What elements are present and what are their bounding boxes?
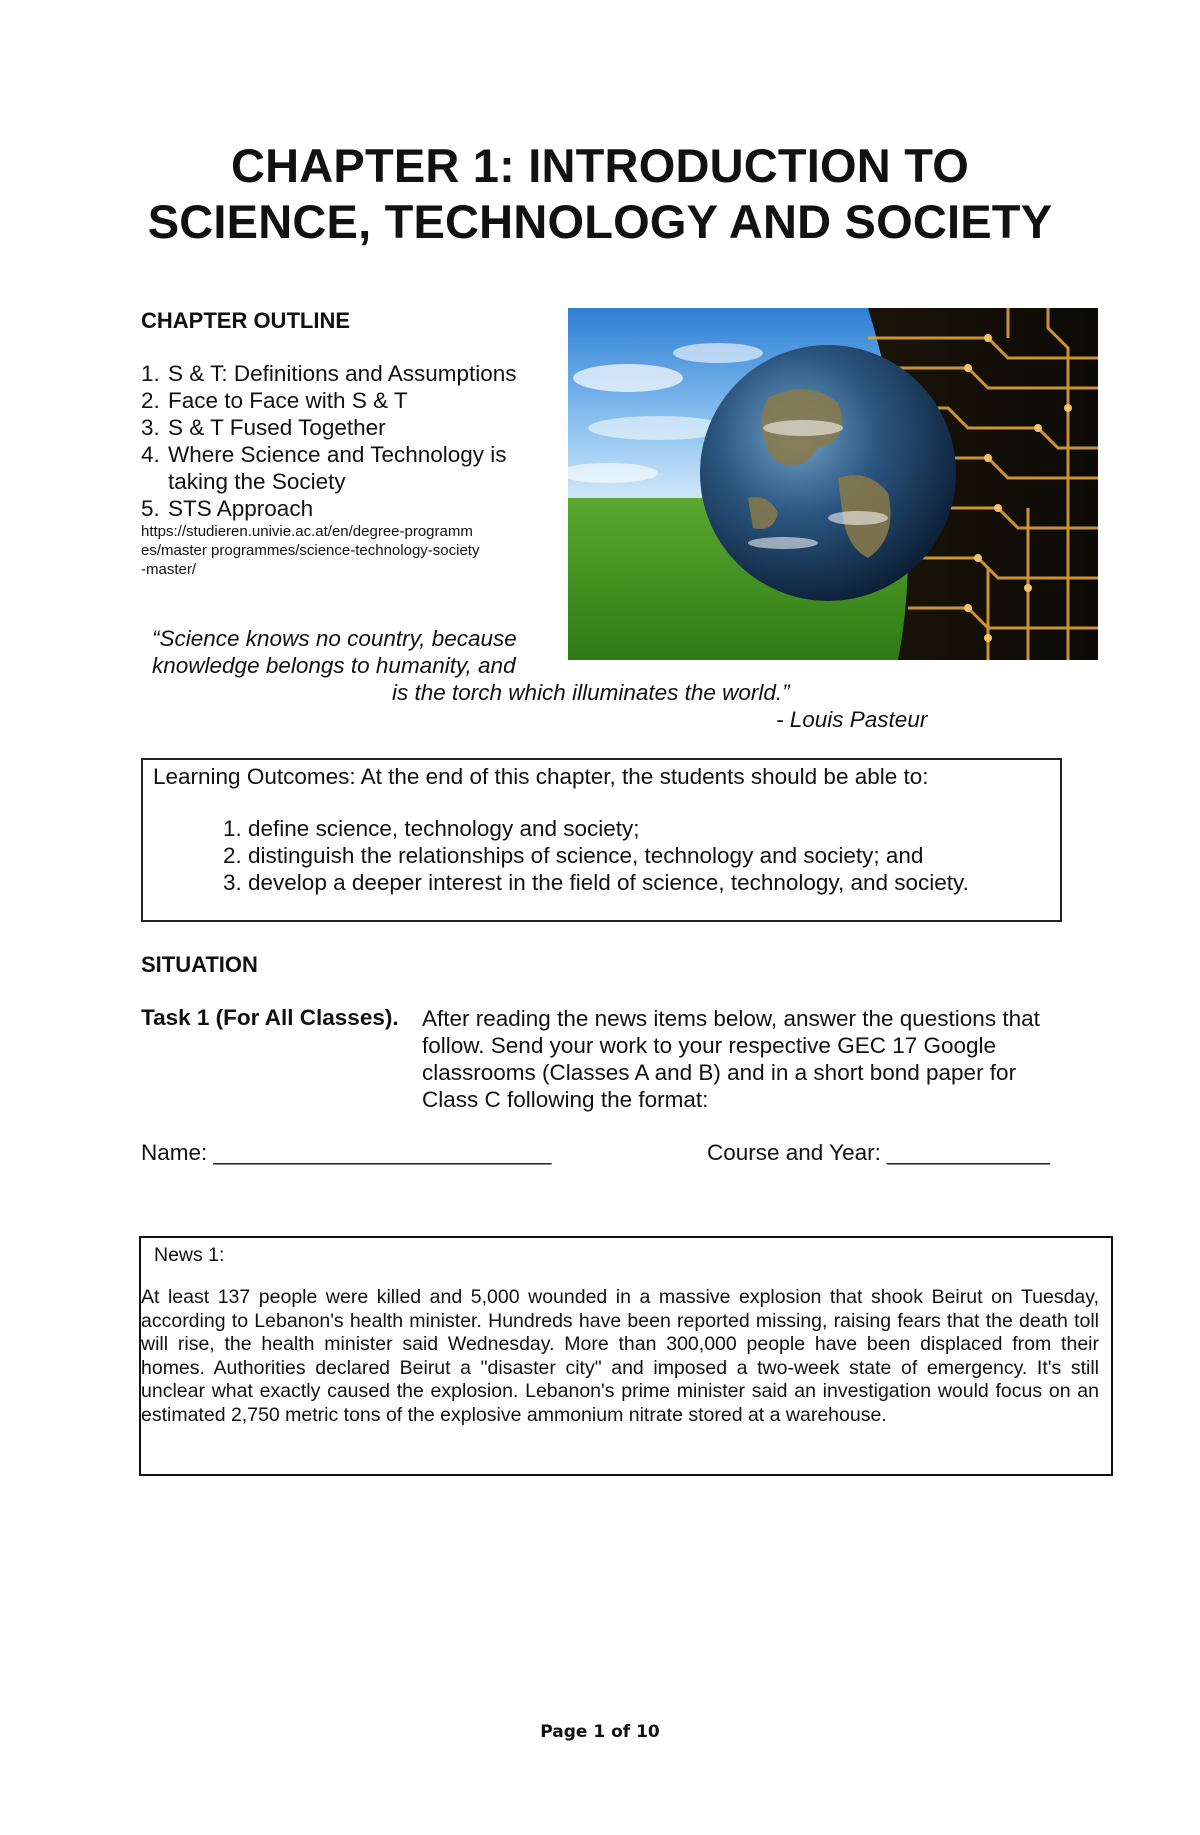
outline-item <box>141 360 541 387</box>
outline-item <box>141 387 541 414</box>
chapter-title-line-1: CHAPTER 1: INTRODUCTION TO <box>230 139 970 192</box>
outline-item-number: 5. <box>141 496 160 521</box>
outline-list <box>141 360 541 521</box>
learning-outcomes-box <box>141 758 1062 922</box>
outline-item-number: 2. <box>141 388 160 413</box>
learning-outcome-item: 3. develop a deeper interest in the field of science, technology, and society. <box>223 870 969 895</box>
earth-circuit-illustration <box>568 308 1098 660</box>
outline-item-text: S & T: Definitions and Assumptions <box>168 361 517 386</box>
outline-item-text: Where Science and Technology is taking the Society <box>168 442 507 494</box>
outline-item-number: 3. <box>141 415 160 440</box>
learning-outcomes-intro: Learning Outcomes: At the end of this chapter, the students should be able to: <box>153 764 929 789</box>
page-number: Page 1 of 10 <box>540 1722 660 1742</box>
quote-attribution: - Louis Pasteur <box>776 707 928 732</box>
outline-item-number: 4. <box>141 442 160 467</box>
quote-part-1: “Science knows no country, because knowledge belongs to humanity, and <box>152 626 517 678</box>
chapter-title-line-2: SCIENCE, TECHNOLOGY AND SOCIETY <box>147 195 1053 248</box>
outline-item-number: 1. <box>141 361 160 386</box>
news-box <box>139 1236 1113 1476</box>
outline-item <box>141 414 541 441</box>
outline-item-text: S & T Fused Together <box>168 415 386 440</box>
task-label: Task 1 (For All Classes). <box>141 1005 399 1030</box>
quote-part-2: is the torch which illuminates the world.” <box>392 680 790 705</box>
learning-outcomes-list <box>223 815 969 896</box>
learning-outcome-item: 2. distinguish the relationships of science, technology and society; and <box>223 843 924 868</box>
task-instructions: After reading the news items below, answer the questions that follow. Send your work to your respective GEC 17 Google classrooms (Classes A and B) and in a short bond paper for Class C following the format: <box>422 1006 1040 1112</box>
outline-item <box>141 495 541 522</box>
outline-item-text: Face to Face with S & T <box>168 388 408 413</box>
news-label: News 1: <box>154 1244 225 1266</box>
course-year-field: Course and Year: _____________ <box>707 1140 1050 1165</box>
image-credit-url[interactable]: https://studieren.univie.ac.at/en/degree-programmes/master programmes/science-technology-society-master/ <box>141 523 480 578</box>
outline-heading: CHAPTER OUTLINE <box>141 308 350 333</box>
news-body: At least 137 people were killed and 5,000 wounded in a massive explosion that shook Beirut on Tuesday, according to Lebanon's health minister. Hundreds have been reported missing, raising fears that the death toll will rise, the health minister said Wednesday. More than 300,000 people have been displaced from their homes. Authorities declared Beirut a "disaster city" and imposed a two-week state of emergency. It's still unclear what exactly caused the explosion. Lebanon's prime minister said an investigation would focus on an estimated 2,750 metric tons of the explosive ammonium nitrate stored at a warehouse. <box>141 1286 1099 1426</box>
learning-outcome-item: 1. define science, technology and society; <box>223 816 640 841</box>
outline-item-text: STS Approach <box>168 496 314 521</box>
situation-heading: SITUATION <box>141 952 258 977</box>
name-field: Name: ___________________________ <box>141 1140 552 1165</box>
chapter-title <box>0 138 1200 250</box>
outline-item <box>141 441 541 495</box>
